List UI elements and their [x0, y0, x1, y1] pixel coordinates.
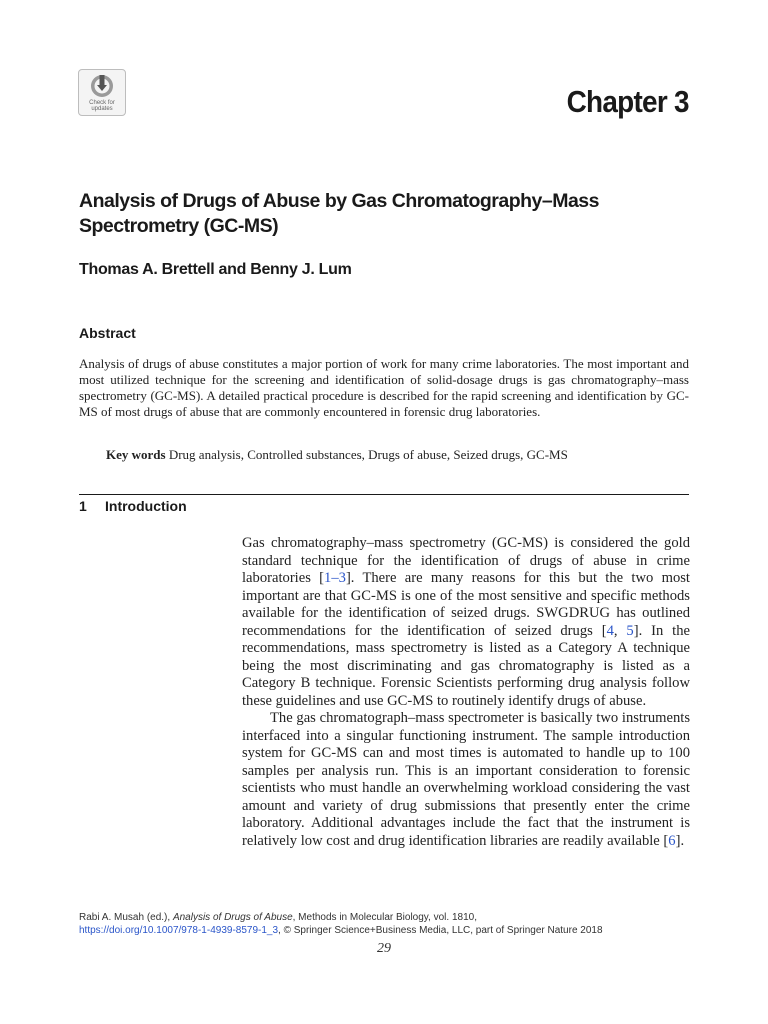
- citation-link[interactable]: 5: [626, 622, 634, 639]
- paper-title: Analysis of Drugs of Abuse by Gas Chromatography–Mass Spectrometry (GC-MS): [79, 190, 599, 237]
- keywords-text: Drug analysis, Controlled substances, Drugs of abuse, Seized drugs, GC-MS: [168, 447, 568, 462]
- abstract-heading: Abstract: [79, 325, 136, 341]
- footer-book-title: Analysis of Drugs of Abuse: [172, 912, 293, 923]
- check-updates-icon: [89, 73, 115, 99]
- badge-line-1: Check for: [89, 100, 115, 106]
- badge-line-2: updates: [91, 106, 113, 112]
- citation-link[interactable]: 1–3: [324, 570, 346, 586]
- footer-series: , Methods in Molecular Biology, vol. 1810,: [292, 912, 477, 923]
- citation-link[interactable]: 4: [606, 622, 614, 639]
- footer-line-2: [79, 924, 603, 937]
- p2-text-1: The gas chromatograph–mass spectrometer is basically two instruments interfaced into a singular functioning instrument. The sample introduction system for GC-MS can and most times is automated to handle up to 100 samples per analysis run. This is an important consideration to forensic scientists who must handle an overwhelming workload considering the vast amount and variety of drug submissions that presently enter the crime laboratory. Additional advantages include the fact that the instrument is relatively low cost and drug identification libraries are readily available [: [242, 710, 690, 849]
- section-heading: [79, 498, 187, 514]
- keywords-label: Key words: [106, 447, 166, 462]
- p2-text-2: ].: [675, 832, 685, 849]
- footer-copyright: , © Springer Science+Business Media, LLC, part of Springer Nature 2018: [278, 925, 603, 936]
- p1-text-3: ,: [613, 622, 627, 639]
- introduction-body: [242, 535, 690, 850]
- abstract-text: Analysis of drugs of abuse constitutes a major portion of work for many crime laboratories. The most important and most utilized technique for the screening and identification of solid-dosage drugs is gas chromatography–mass spectrometry (GC-MS). A detailed practical procedure is described for the rapid screening and identification by GC-MS of most drugs of abuse that are commonly encountered in forensic drug laboratories.: [79, 356, 689, 419]
- section-divider: [79, 494, 689, 495]
- citation-link[interactable]: 6: [668, 832, 676, 849]
- badge-label: [79, 100, 125, 112]
- chapter-label: Chapter 3: [566, 84, 689, 119]
- section-title: Introduction: [105, 498, 187, 514]
- authors: Thomas A. Brettell and Benny J. Lum: [79, 261, 352, 278]
- doi-link[interactable]: https://doi.org/10.1007/978-1-4939-8579-1_3: [79, 925, 279, 936]
- section-number: 1: [79, 498, 87, 514]
- p1-text-4: ]. In the recommendations, mass spectrometry is listed as a Category A technique being the most discriminating and gas chromatography is listed as a Category B technique. Forensic Scientists performing drug analysis follow these guidelines and use GC-MS to routinely identify drugs of abuse.: [242, 622, 691, 709]
- footer-line-1: [79, 911, 603, 924]
- keywords: [106, 447, 568, 463]
- check-for-updates-badge[interactable]: [78, 69, 126, 116]
- paragraph-1: [242, 535, 690, 710]
- p1-text-1: Gas chromatography–mass spectrometry (GC-MS) is considered the gold standard technique for the identification of drugs of abuse in crime laboratories [: [242, 535, 690, 586]
- p1-text-2: ]. There are many reasons for this but the two most important are that GC-MS is one of the most sensitive and specific methods available for the identification of seized drugs. SWGDRUG has outlined recommendations for the identification of seized drugs [: [242, 570, 690, 639]
- page-number: 29: [377, 941, 391, 956]
- paragraph-2: [242, 710, 690, 850]
- footer-editor: Rabi A. Musah (ed.),: [79, 912, 173, 923]
- citation-footer: [79, 911, 603, 937]
